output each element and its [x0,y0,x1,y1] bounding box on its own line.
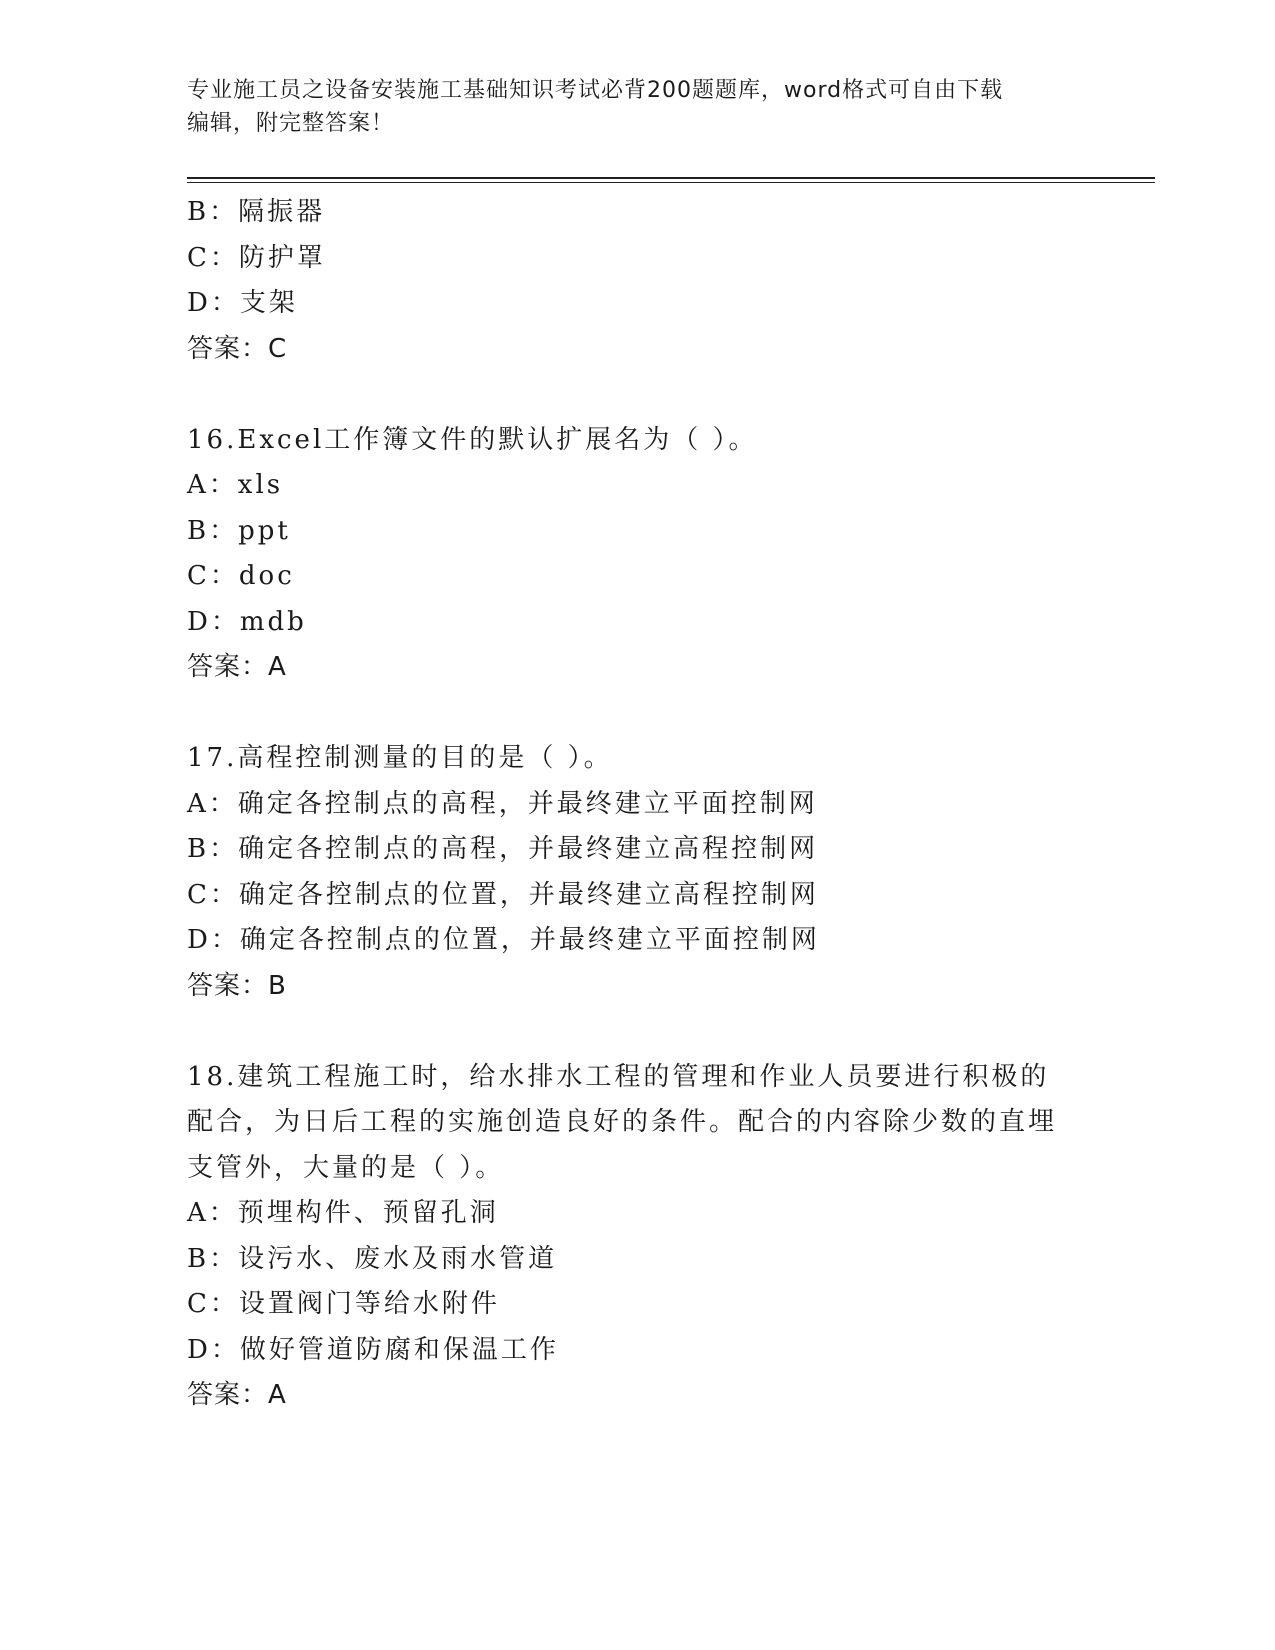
option: B：设污水、废水及雨水管道 [187,1243,558,1274]
question-16 [187,418,1087,691]
question-list [187,190,1087,1419]
option: D：支架 [187,288,298,318]
answer: 答案：B [187,970,287,1001]
answer: 答案：A [187,1380,287,1410]
option: C：doc [187,561,295,591]
option: A：预埋构件、预留孔洞 [187,1198,499,1228]
header-title-line-2: 编辑，附完整答案！ [187,111,395,136]
option: A：确定各控制点的高程，并最终建立平面控制网 [187,788,818,819]
question-15-continued [187,190,1087,372]
header-divider-thick [187,177,1155,179]
option: C：确定各控制点的位置，并最终建立高程控制网 [187,879,819,910]
option: D：确定各控制点的位置，并最终建立平面控制网 [187,925,820,955]
option: B：确定各控制点的高程，并最终建立高程控制网 [187,834,819,864]
header-divider-thin [187,182,1155,183]
question-stem: 18.建筑工程施工时，给水排水工程的管理和作业人员要进行积极的配合，为日后工程的实施创造良好的条件。配合的内容除少数的直埋支管外，大量的是（ ）。 [187,1061,1058,1183]
option: C：防护罩 [187,242,326,273]
option: A：xls [187,470,284,500]
option: D：mdb [187,606,307,637]
question-17 [187,736,1087,1009]
answer: 答案：A [187,652,287,682]
answer: 答案：C [187,333,288,364]
question-stem: 16.Excel工作簿文件的默认扩展名为（ ）。 [187,424,758,455]
option: D：做好管道防腐和保温工作 [187,1334,559,1365]
option: B：ppt [187,515,291,546]
question-18 [187,1055,1087,1419]
header-title-line-1: 专业施工员之设备安装施工基础知识考试必背200题题库，word格式可自由下载 [187,78,1004,103]
option: B：隔振器 [187,197,326,227]
document-header [187,74,1067,140]
option: C：设置阀门等给水附件 [187,1289,500,1319]
question-stem: 17.高程控制测量的目的是（ ）。 [187,743,613,773]
